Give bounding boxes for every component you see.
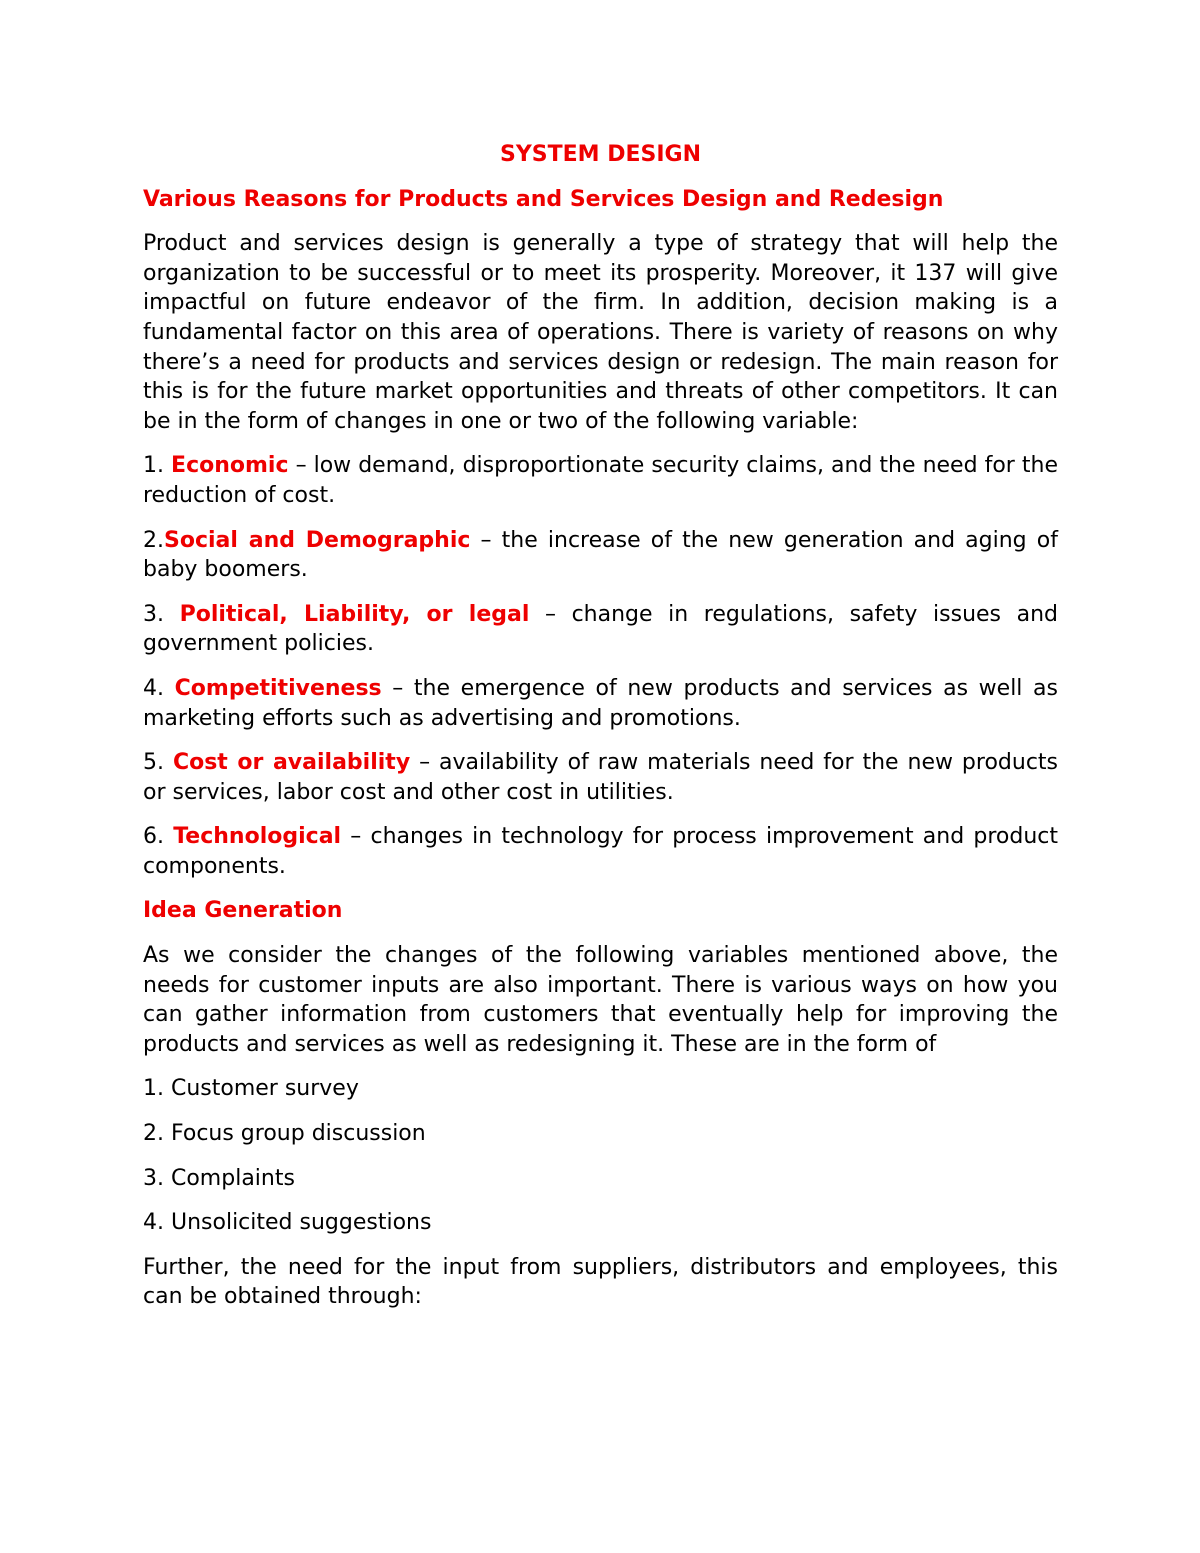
reason-item — [143, 526, 1058, 585]
reason-description: – availability of raw materials need for the new products or services, labor cost and other cost in utilities. — [143, 750, 1058, 805]
reason-number: 5. — [143, 750, 164, 776]
customer-input-item: 3. Complaints — [143, 1165, 295, 1191]
reason-number: 6. — [143, 824, 164, 850]
intro-paragraph: Product and services design is generally a type of strategy that will help the organization to be successful or to meet its prosperity. Moreover, it 137 will give impactful on future endeavor of the firm. In addition, decision making is a fundamental factor on this area of operations. There is variety of reasons on why there’s a need for products and services design or redesign. The main reason for this is for the future market opportunities and threats of other competitors. It can be in the form of changes in one or two of the following variable: — [143, 231, 1058, 434]
idea-paragraph: As we consider the changes of the following variables mentioned above, the needs for customer inputs are also important. There is various ways on how you can gather information from customers that eventually help for improving the products and services as well as redesigning it. These are in the form of — [143, 943, 1058, 1057]
reason-item — [143, 451, 1058, 510]
reason-description: – low demand, disproportionate security claims, and the need for the reduction of cost. — [143, 453, 1058, 508]
document-title: SYSTEM DESIGN — [500, 142, 701, 167]
reason-description: – change in regulations, safety issues and government policies. — [143, 601, 1058, 657]
section-heading-reasons: Various Reasons for Products and Services Design and Redesign — [143, 186, 944, 212]
reason-description: – changes in technology for process improvement and product components. — [143, 824, 1058, 879]
reason-term: Economic — [171, 453, 289, 479]
reason-term: Political, Liability, or legal — [179, 601, 530, 627]
reason-term: Cost or availability — [172, 750, 411, 776]
reason-item — [143, 600, 1058, 659]
reason-term: Competitiveness — [174, 675, 382, 701]
reason-description: – the increase of the new generation and aging of baby boomers. — [143, 527, 1058, 583]
document-body — [143, 140, 1058, 1327]
section-heading-idea-generation: Idea Generation — [143, 898, 343, 924]
reason-number: 2. — [143, 527, 164, 553]
reason-description: – the emergence of new products and services as well as marketing efforts such as advertising and promotions. — [143, 675, 1058, 731]
reason-item — [143, 674, 1058, 733]
reason-number: 3. — [143, 601, 164, 627]
reason-number: 1. — [143, 453, 164, 479]
customer-input-item: 1. Customer survey — [143, 1076, 359, 1102]
reason-item — [143, 748, 1058, 807]
customer-input-item: 4. Unsolicited suggestions — [143, 1210, 432, 1236]
reason-item — [143, 822, 1058, 881]
customer-input-item: 2. Focus group discussion — [143, 1121, 426, 1147]
reason-term: Social and Demographic — [164, 527, 471, 553]
reason-term: Technological — [173, 824, 342, 850]
closing-paragraph: Further, the need for the input from suppliers, distributors and employees, this can be obtained through: — [143, 1254, 1058, 1310]
reason-number: 4. — [143, 675, 164, 701]
